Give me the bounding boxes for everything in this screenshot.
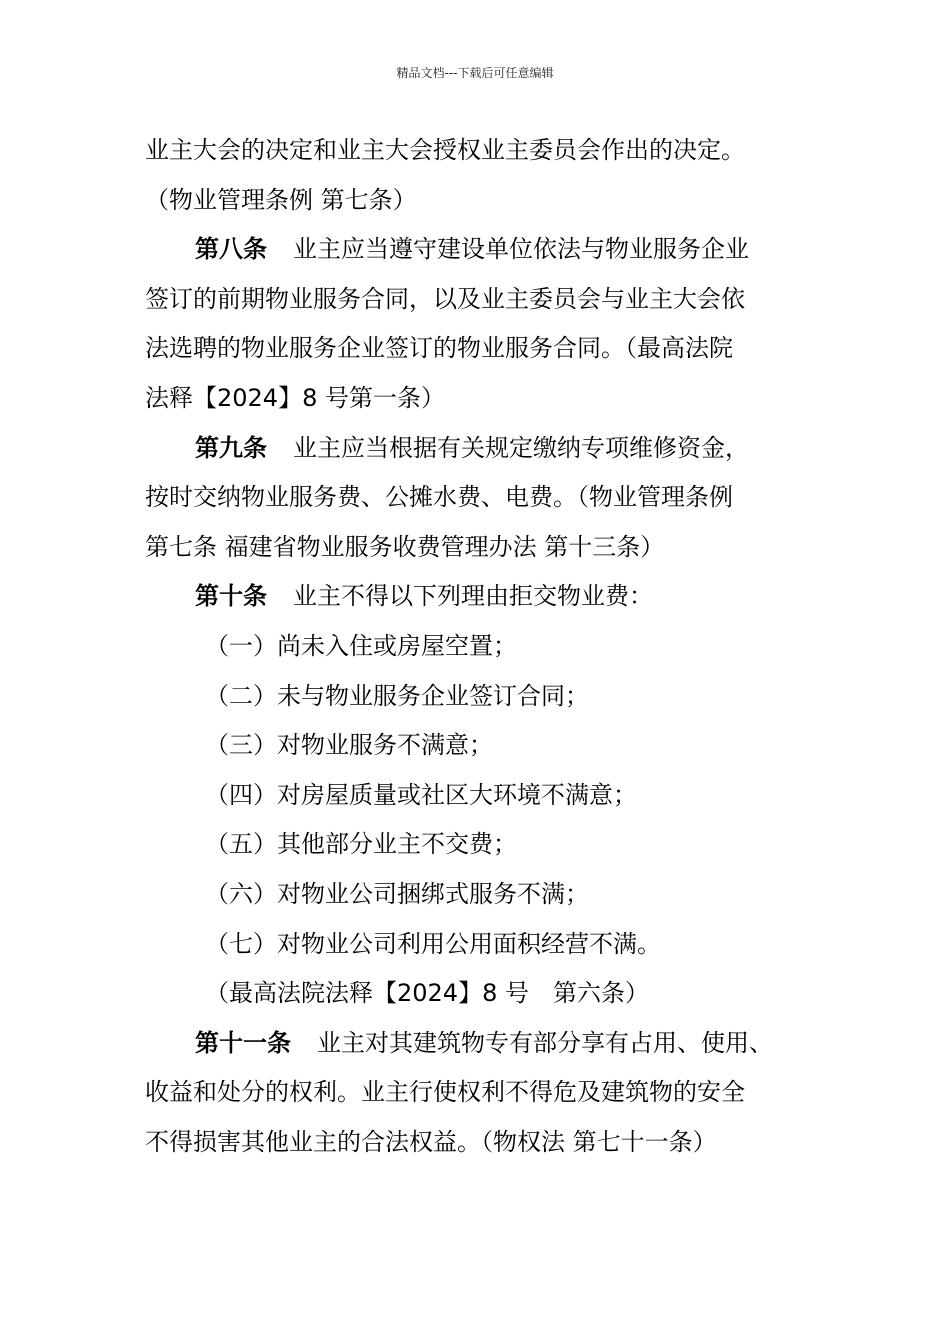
article-8-line: 签订的前期物业服务合同，以及业主委员会与业主大会依 — [145, 284, 745, 313]
list-item: （六）对物业公司捆绑式服务不满； — [205, 879, 589, 908]
article-10-heading — [145, 572, 825, 622]
article-9-text: 业主应当根据有关规定缴纳专项维修资金， — [293, 433, 749, 462]
article-11-title: 第十一条 — [195, 1028, 291, 1057]
article-10-title: 第十条 — [195, 582, 267, 611]
article-11-line: 不得损害其他业主的合法权益。（物权法 第七十一条） — [145, 1127, 717, 1156]
article-9-title: 第九条 — [195, 433, 267, 462]
article-11-heading — [145, 1019, 825, 1069]
article-9-line: 按时交纳物业服务费、公摊水费、电费。（物业管理条例 — [145, 483, 733, 512]
list-item: （七）对物业公司利用公用面积经营不满。 — [205, 929, 661, 958]
list-item: （三）对物业服务不满意； — [205, 731, 493, 760]
document-body — [145, 126, 825, 1167]
text-line: （物业管理条例 第七条） — [145, 185, 417, 214]
page-header: 精品文档---下载后可任意编辑 — [396, 66, 554, 80]
list-item: （五）其他部分业主不交费； — [205, 830, 517, 859]
article-8-text: 业主应当遵守建设单位依法与物业服务企业 — [293, 235, 749, 264]
article-11-text: 业主对其建筑物专有部分享有占用、使用、 — [317, 1028, 773, 1057]
article-11-line: 收益和处分的权利。业主行使权利不得危及建筑物的安全 — [145, 1078, 745, 1107]
list-item: （二）未与物业服务企业签订合同； — [205, 681, 589, 710]
article-8-line: 法选聘的物业服务企业签订的物业服务合同。（最高法院 — [145, 334, 733, 363]
article-8-title: 第八条 — [195, 235, 267, 264]
article-9-heading — [145, 424, 825, 474]
list-item: （四）对房屋质量或社区大环境不满意； — [205, 780, 637, 809]
article-8-line: 法释【2024】8 号第一条） — [145, 383, 445, 412]
text-line: 业主大会的决定和业主大会授权业主委员会作出的决定。 — [145, 136, 745, 164]
article-10-source: （最高法院法释【2024】8 号 第六条） — [205, 979, 649, 1008]
article-8-heading — [145, 225, 825, 275]
article-10-intro: 业主不得以下列理由拒交物业费： — [293, 582, 653, 611]
article-9-line: 第七条 福建省物业服务收费管理办法 第十三条） — [145, 532, 665, 561]
list-item: （一）尚未入住或房屋空置； — [205, 631, 517, 660]
